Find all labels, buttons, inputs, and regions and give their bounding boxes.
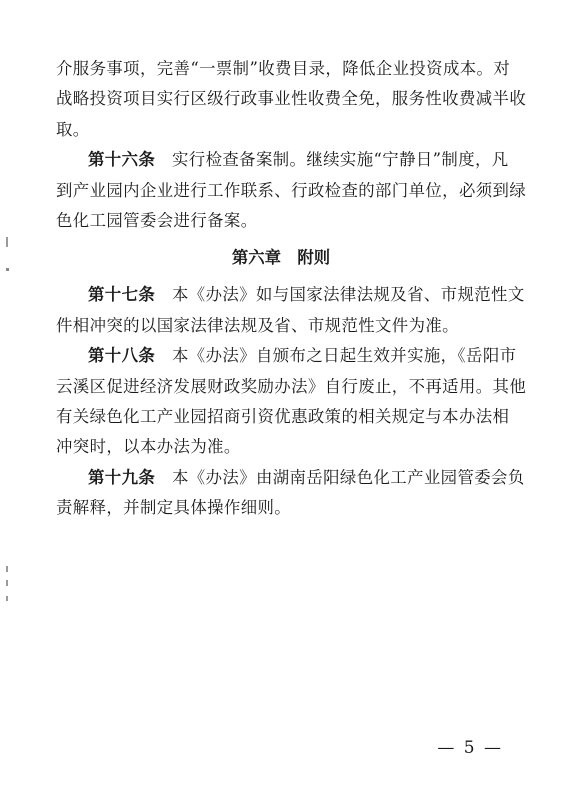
- scan-margin-mark: [6, 237, 8, 247]
- text-line: [56, 463, 525, 493]
- article-text: 本《办法》如与国家法律法规及省、市规范性文: [172, 285, 525, 305]
- scan-margin-dot: [6, 268, 9, 271]
- scan-margin-mark: [6, 580, 8, 586]
- text-line: 到产业园内企业进行工作联系、行政检查的部门单位，必须到绿: [56, 180, 527, 200]
- text-line: 介服务事项，完善“一票制”收费目录，降低企业投资成本。对: [56, 59, 511, 78]
- text-line: 有关绿色化工产业园招商引资优惠政策的相关规定与本办法相: [56, 406, 510, 426]
- paragraph-continuation: [56, 54, 527, 145]
- article-text: 本《办法》自颁布之日起生效并实施，《岳阳市: [172, 346, 517, 366]
- text-line: [56, 341, 517, 371]
- article-text: 实行检查备案制。继续实施“宁静日”制度，凡: [172, 150, 509, 170]
- text-line: [56, 280, 525, 310]
- article-17: [56, 280, 525, 341]
- document-body: [56, 54, 527, 523]
- page-number: — 5 —: [437, 738, 503, 758]
- text-line: 色化工园管委会进行备案。: [56, 210, 258, 230]
- text-line: 冲突时，以本办法为准。: [56, 437, 241, 457]
- article-label: 第十九条: [88, 467, 156, 487]
- article-label: 第十八条: [88, 346, 156, 366]
- text-line: 战略投资项目实行区级行政事业性收费全免，服务性收费减半收: [56, 89, 527, 109]
- scan-margin-mark: [6, 596, 8, 601]
- chapter-heading: 第六章 附则: [231, 248, 331, 268]
- scan-margin-mark: [6, 566, 8, 572]
- article-label: 第十七条: [88, 285, 156, 305]
- article-label: 第十六条: [88, 150, 156, 170]
- article-16: [56, 145, 527, 236]
- text-line: 件相冲突的以国家法律法规及省、市规范性文件为准。: [56, 315, 459, 335]
- article-18: [56, 341, 527, 463]
- text-line: 云溪区促进经济发展财政奖励办法》自行废止，不再适用。其他: [56, 376, 527, 396]
- text-line: [56, 145, 509, 175]
- text-line: 责解释，并制定具体操作细则。: [56, 498, 292, 518]
- text-line: 取。: [56, 119, 90, 139]
- article-19: [56, 463, 525, 524]
- article-text: 本《办法》由湖南岳阳绿色化工产业园管委会负: [172, 467, 525, 487]
